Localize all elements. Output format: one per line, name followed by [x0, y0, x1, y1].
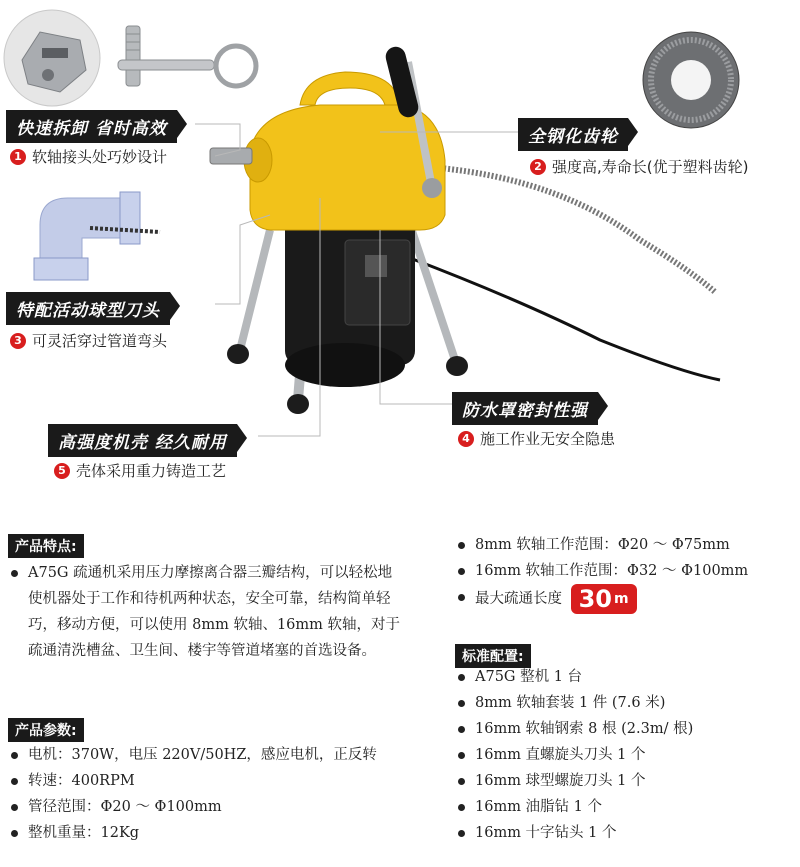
callout-4-desc: 4 施工作业无安全隐患: [458, 428, 615, 449]
callout-1-title: 快速拆卸 省时高效: [6, 110, 177, 143]
callout-3-number: 3: [10, 333, 26, 349]
ranges-list: [455, 532, 748, 614]
list-item: 16mm 软轴钢索 8 根 (2.3m/ 根): [455, 716, 693, 742]
callout-4-title: 防水罩密封性强: [452, 392, 598, 425]
callout-3-title: 特配活动球型刀头: [6, 292, 170, 325]
callout-5-number: 5: [54, 463, 70, 479]
list-item: 16mm 十字钻头 1 个: [455, 820, 693, 846]
callout-4-number: 4: [458, 431, 474, 447]
max-length-badge: 30 m: [571, 584, 637, 614]
list-item: 8mm 软轴工作范围：Φ20 ～ Φ75mm: [455, 532, 748, 558]
list-item: 16mm 球型螺旋刀头 1 个: [455, 768, 693, 794]
drain-machine: [210, 45, 720, 414]
list-item: 管径范围：Φ20 ～ Φ100mm: [8, 794, 377, 820]
list-item: 16mm 油脂钻 1 个: [455, 794, 693, 820]
callout-2-title: 全钢化齿轮: [518, 118, 628, 151]
list-item: 电机：370W，电压 220V/50HZ，感应电机，正反转: [8, 742, 377, 768]
config-heading: 标准配置:: [455, 644, 531, 668]
params-list: [8, 742, 377, 846]
callout-2-number: 2: [530, 159, 546, 175]
callout-2-desc: 2 强度高,寿命长(优于塑料齿轮): [530, 156, 748, 177]
list-item: 8mm 软轴套装 1 件 (7.6 米): [455, 690, 693, 716]
list-item: 16mm 直螺旋头刀头 1 个: [455, 742, 693, 768]
max-length-item: 最大疏通长度 30 m: [455, 584, 748, 614]
callout-1-desc: 1 软轴接头处巧妙设计: [10, 146, 167, 167]
callout-3-desc: 3 可灵活穿过管道弯头: [10, 330, 167, 351]
list-item: 16mm 软轴工作范围：Φ32 ～ Φ100mm: [455, 558, 748, 584]
features-heading: 产品特点:: [8, 534, 84, 558]
list-item: 整机重量：12Kg: [8, 820, 377, 846]
callout-5-title: 高强度机壳 经久耐用: [48, 424, 237, 457]
features-text: A75G 疏通机采用压力摩擦离合器三瓣结构，可以轻松地使机器处于工作和待机两种状态，安全可靠，结构简单轻巧，移动方便，可以使用 8mm 软轴、16mm 软轴，对于疏通清洗槽盆、卫生间、楼宇等管道堵塞的首选设备。: [8, 560, 403, 664]
callout-1-number: 1: [10, 149, 26, 165]
elbow-thumbnail: [34, 192, 160, 280]
coupling-thumbnail: [4, 10, 100, 106]
config-list: [455, 664, 693, 846]
callout-5-desc: 5 壳体采用重力铸造工艺: [54, 460, 226, 481]
bolt-thumbnail: [118, 26, 256, 86]
list-item: A75G 整机 1 台: [455, 664, 693, 690]
list-item: 转速：400RPM: [8, 768, 377, 794]
params-heading: 产品参数:: [8, 718, 84, 742]
gear-thumbnail: [643, 32, 739, 128]
